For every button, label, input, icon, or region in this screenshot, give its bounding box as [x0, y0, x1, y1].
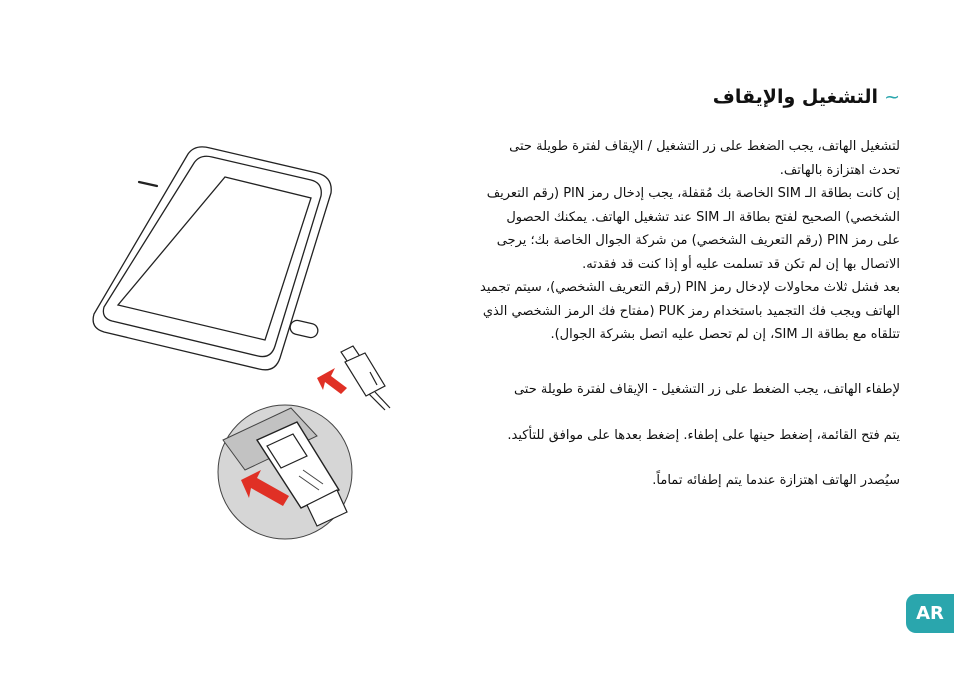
paragraph-text: يتم فتح القائمة، إضغط حينها على إطفاء. إضغط بعدها على موافق للتأكيد. [507, 428, 900, 443]
insert-arrow-small-icon [317, 368, 347, 394]
paragraph-power-off [480, 378, 900, 402]
tilde-symbol: ~ [884, 86, 900, 108]
usb-cable-icon [341, 346, 390, 410]
phone-icon [93, 147, 331, 370]
paragraph-vibrate [480, 469, 900, 493]
phone-charging-illustration [85, 140, 405, 550]
section-title [570, 86, 900, 108]
zoom-detail-icon [218, 405, 352, 539]
paragraph-power-on [480, 135, 900, 347]
paragraph-text: سيُصدر الهاتف اهتزازة عندما يتم إطفائه تماماً. [652, 473, 900, 488]
paragraph-text: لتشغيل الهاتف، يجب الضغط على زر التشغيل / الإيقاف لفترة طويلة حتى تحدث اهتزازة بالهاتف. إن كانت بطاقة الـ SIM الخاصة بك مُقفلة، يجب إدخال رمز PIN (رقم التعريف الشخصي) الصحيح لفتح بطاقة الـ SIM عند تشغيل الهاتف. يمكنك الحصول على رمز PIN (رقم التعريف الشخصي) من شركة الجوال الخاصة بك؛ يرجى الاتصال بها إن لم تكن قد تسلمت عليه أو إذا كنت قد فقدته. بعد فشل ثلاث محاولات لإدخال رمز PIN (رقم التعريف الشخصي)، سيتم تجميد الهاتف ويجب فك التجميد باستخدام رمز PUK (مفتاح فك الرمز الشخصي الذي تتلقاه مع بطاقة الـ SIM، إن لم تحصل عليه اتصل بشركة الجوال). [480, 139, 900, 342]
title-text: التشغيل والإيقاف [712, 86, 879, 108]
paragraph-menu [480, 424, 900, 448]
language-badge: AR [906, 594, 954, 633]
paragraph-text: لإطفاء الهاتف، يجب الضغط على زر التشغيل - الإيقاف لفترة طويلة حتى [513, 382, 900, 397]
